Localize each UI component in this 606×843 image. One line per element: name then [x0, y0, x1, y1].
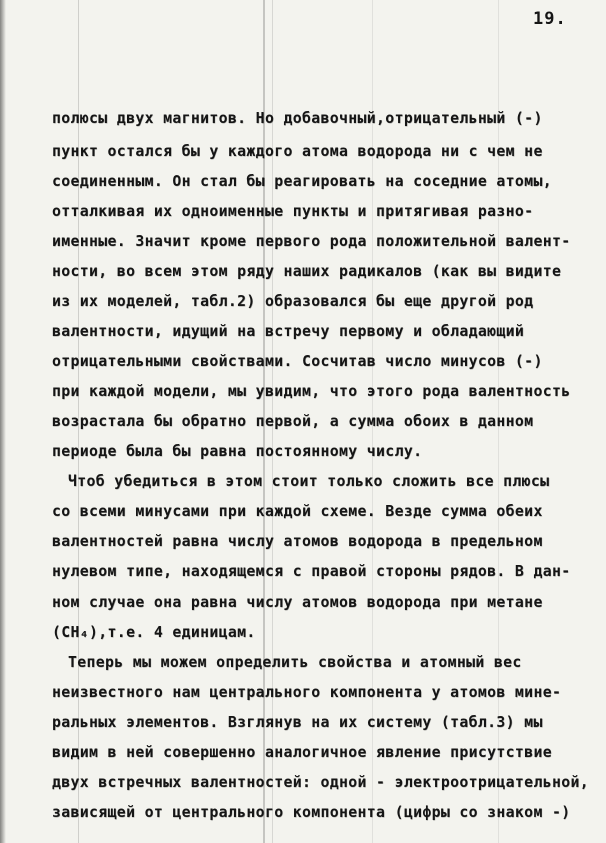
- text-line: именные. Значит кроме первого рода положительной валент-: [52, 233, 571, 250]
- text-line: видим в ней совершенно аналогичное явление присутствие: [52, 744, 552, 761]
- text-line: периоде была бы равна постоянному числу.: [52, 443, 423, 460]
- text-line: ном случае она равна числу атомов водорода при метане: [52, 594, 543, 611]
- page-number: 19.: [533, 9, 567, 29]
- text-line: валентности, идущий на встречу первому и обладающий: [52, 323, 525, 340]
- scan-edge-shadow: [0, 0, 6, 843]
- text-line: неизвестного нам центрального компонента у атомов мине-: [52, 684, 562, 701]
- text-line: двух встречных валентностей: одной - электроотрицательной,: [52, 774, 589, 791]
- text-line: из их моделей, табл.2) образовался бы еще другой род: [52, 293, 534, 310]
- text-line: полюсы двух магнитов. Но добавочный,отрицательный (-): [52, 110, 543, 127]
- text-line: валентностей равна числу атомов водорода в предельном: [52, 533, 543, 550]
- text-line: ральных элементов. Взглянув на их систему (табл.3) мы: [52, 714, 543, 731]
- paragraph-first-line: Чтоб убедиться в этом стоит только сложить все плюсы: [68, 473, 550, 490]
- text-line: ности, во всем этом ряду наших радикалов (как вы видите: [52, 263, 562, 280]
- text-line: (CH₄),т.е. 4 единицам.: [52, 624, 256, 641]
- text-line: пункт остался бы у каждого атома водорода ни с чем не: [52, 143, 543, 160]
- text-line: при каждой модели, мы увидим, что этого рода валентность: [52, 383, 571, 400]
- text-line: отталкивая их одноименные пункты и притягивая разно-: [52, 203, 534, 220]
- text-line: со всеми минусами при каждой схеме. Везде сумма обеих: [52, 503, 543, 520]
- paragraph-first-line: Теперь мы можем определить свойства и атомный вес: [68, 654, 522, 671]
- text-line: зависящей от центрального компонента (цифры со знаком -): [52, 804, 571, 821]
- text-line: соединенным. Он стал бы реагировать на соседние атомы,: [52, 173, 552, 190]
- text-line: отрицательными свойствами. Сосчитав число минусов (-): [52, 353, 543, 370]
- text-line: нулевом типе, находящемся с правой стороны рядов. В дан-: [52, 563, 571, 580]
- text-line: возрастала бы обратно первой, а сумма обоих в данном: [52, 413, 534, 430]
